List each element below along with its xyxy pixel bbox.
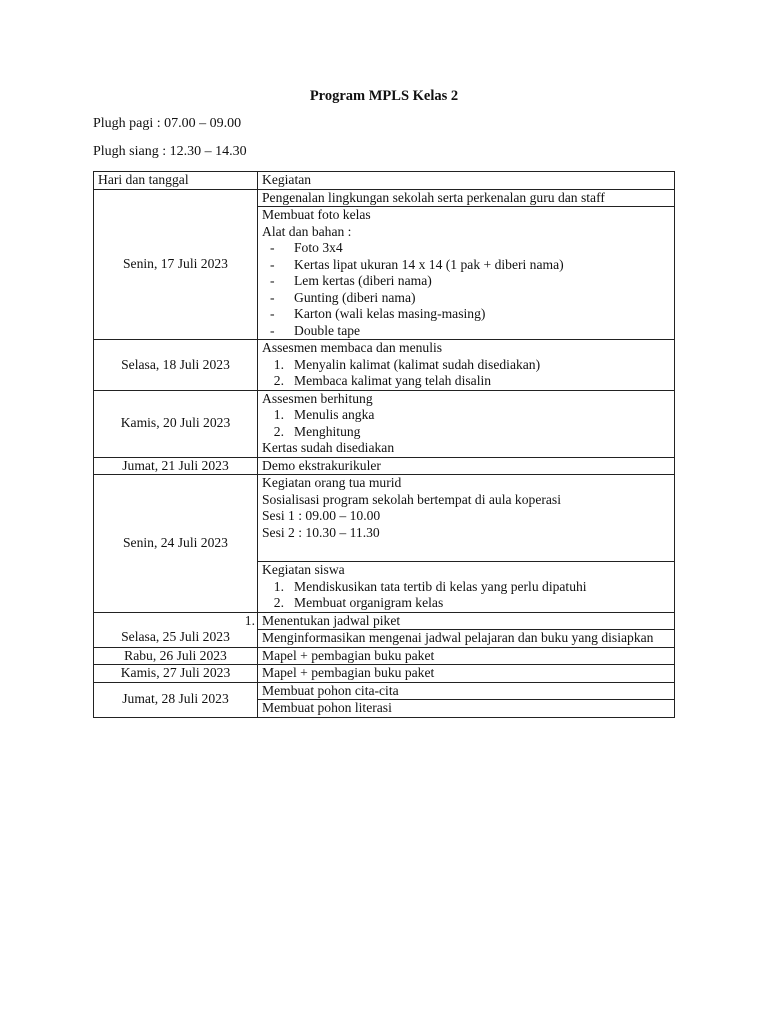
table-row [94,457,675,475]
table-row [94,647,675,665]
schedule-table [93,171,675,718]
table-row [94,682,675,700]
bullet-mark: - [270,240,275,255]
activity-line: Sesi 2 : 10.30 – 11.30 [262,524,380,540]
list-item-text: Gunting (diberi nama) [294,289,416,305]
morning-schedule: Plugh pagi : 07.00 – 09.00 [93,116,242,131]
list-number: 2. [273,423,284,439]
blank-space [262,541,670,561]
day-cell: Jumat, 28 Juli 2023 [94,682,258,717]
list-number: 1. [273,407,284,422]
activity-line: Sesi 1 : 09.00 – 10.00 [262,508,381,523]
day-cell: Kamis, 20 Juli 2023 [94,390,258,457]
day-cell: Kamis, 27 Juli 2023 [94,665,258,683]
day-cell: Senin, 17 Juli 2023 [94,189,258,340]
list-item-text: Membaca kalimat yang telah disalin [294,373,492,388]
activity-note: Kertas sudah disediakan [262,440,395,455]
list-number: 1. [273,356,284,372]
day-cell: Selasa, 18 Juli 2023 [94,340,258,391]
activity-heading: Kegiatan siswa [262,562,345,577]
table-row [94,612,675,630]
activity-cell: Menginformasikan mengenai jadwal pelajaran dan buku yang disiapkan [258,630,675,648]
activity-cell [258,475,675,562]
header-day: Hari dan tanggal [94,172,258,190]
activity-cell: Menentukan jadwal piket [258,612,675,630]
day-label: Selasa, 25 Juli 2023 [121,629,230,644]
day-cell [94,612,258,647]
stray-number: 1. [244,612,255,628]
activity-cell: Pengenalan lingkungan sekolah serta perkenalan guru dan staff [258,189,675,207]
activity-cell: Mapel + pembagian buku paket [258,665,675,683]
table-row [94,390,675,457]
list-item [262,290,670,307]
activity-cell: Membuat pohon literasi [258,700,675,718]
materials-list [262,240,670,339]
list-item-text: Kertas lipat ukuran 14 x 14 (1 pak + diberi nama) [294,256,564,272]
activity-line: Kegiatan orang tua murid [262,475,402,490]
list-item [262,257,670,274]
table-row [94,475,675,562]
activity-line: Alat dan bahan : [262,223,352,239]
list-item [262,595,670,612]
table-row [94,189,675,207]
day-cell: Rabu, 26 Juli 2023 [94,647,258,665]
bullet-mark: - [270,273,275,288]
list-item [262,273,670,290]
numbered-list [262,579,670,612]
bullet-mark: - [270,322,275,338]
list-item [262,373,670,390]
afternoon-schedule: Plugh siang : 12.30 – 14.30 [93,144,247,159]
list-item [262,424,670,441]
list-number: 1. [273,578,284,594]
bullet-mark: - [270,289,275,305]
activity-cell [258,207,675,340]
table-row [94,340,675,391]
activity-cell: Membuat pohon cita-cita [258,682,675,700]
activity-heading: Assesmen berhitung [262,390,373,406]
list-item-text: Karton (wali kelas masing-masing) [294,306,486,321]
list-item [262,306,670,323]
list-item-text: Foto 3x4 [294,240,343,255]
day-cell: Jumat, 21 Juli 2023 [94,457,258,475]
list-item-text: Menyalin kalimat (kalimat sudah disediakan) [294,356,541,372]
activity-line: Membuat foto kelas [262,207,371,222]
day-cell: Senin, 24 Juli 2023 [94,475,258,613]
activity-line: Sosialisasi program sekolah bertempat di aula koperasi [262,491,561,507]
activity-cell [258,390,675,457]
list-item [262,579,670,596]
list-number: 2. [273,373,284,388]
bullet-mark: - [270,256,275,272]
activity-heading: Assesmen membaca dan menulis [262,340,443,355]
list-item [262,407,670,424]
list-item [262,240,670,257]
list-number: 2. [273,595,284,610]
numbered-list [262,357,670,390]
table-row [94,665,675,683]
list-item-text: Membuat organigram kelas [294,595,444,610]
list-item-text: Menulis angka [294,407,375,422]
activity-cell [258,562,675,613]
activity-cell [258,340,675,391]
list-item-text: Mendiskusikan tata tertib di kelas yang perlu dipatuhi [294,578,587,594]
table-header-row [94,172,675,190]
list-item [262,357,670,374]
bullet-mark: - [270,306,275,321]
document-title: Program MPLS Kelas 2 [309,88,459,104]
list-item [262,323,670,340]
numbered-list [262,407,670,440]
activity-cell: Mapel + pembagian buku paket [258,647,675,665]
list-item-text: Menghitung [294,423,361,439]
header-activity: Kegiatan [258,172,675,190]
activity-cell: Demo ekstrakurikuler [258,457,675,475]
list-item-text: Lem kertas (diberi nama) [294,273,432,288]
list-item-text: Double tape [294,322,361,338]
